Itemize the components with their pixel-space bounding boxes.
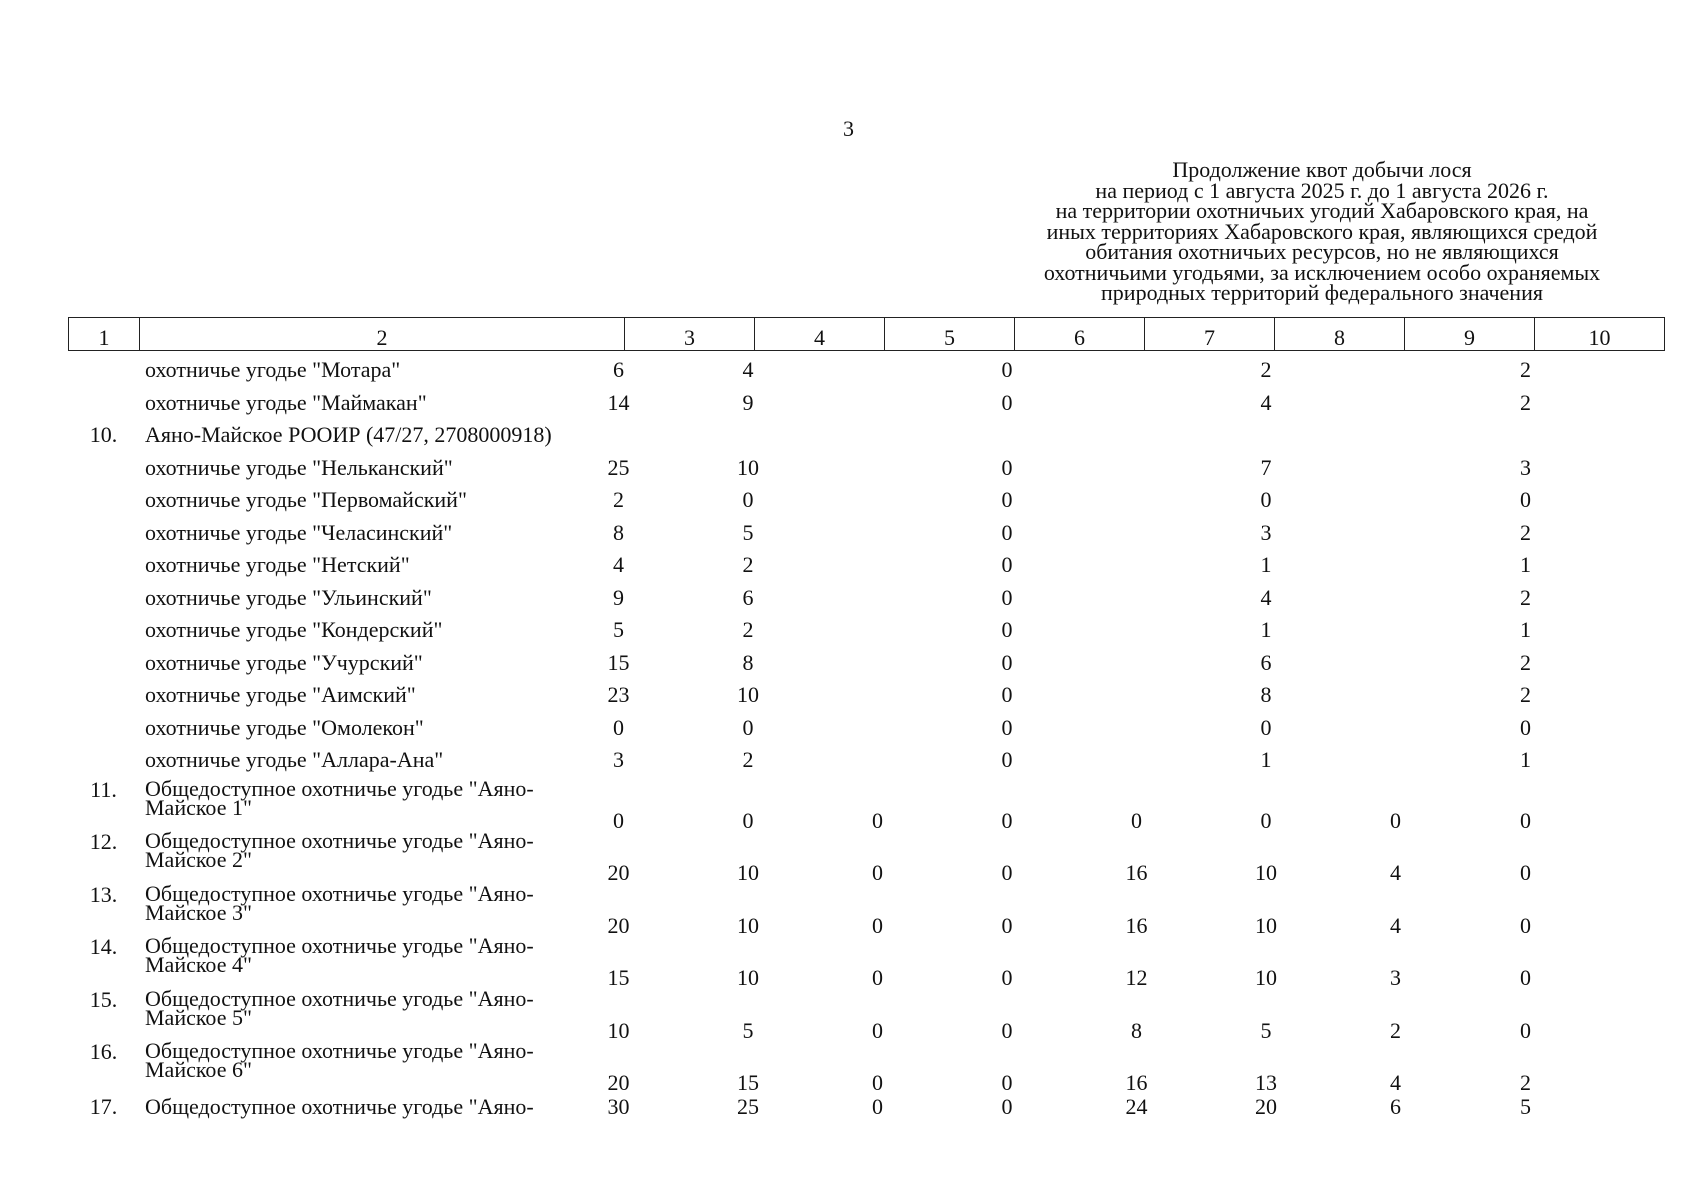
cell-col-5: 0	[872, 1017, 883, 1043]
table-row	[68, 584, 1658, 617]
column-header-7: 7	[1145, 318, 1275, 351]
cell-col-6: 0	[1001, 487, 1013, 512]
cell-col-8: 0	[1260, 714, 1272, 740]
cell-col-5: 0	[872, 965, 883, 990]
cell-col-3: 0	[613, 807, 624, 833]
cell-col-8: 1	[1260, 747, 1272, 772]
column-number-header	[68, 317, 1665, 351]
cell-col-7	[1072, 714, 1201, 747]
cell-col-6: 0	[1001, 584, 1013, 610]
cell-col-3: 14	[607, 389, 630, 415]
table-row	[68, 985, 1658, 1043]
cell-col-5	[813, 421, 942, 454]
caption-line: иных территориях Хабаровского края, являющихся средой	[1046, 218, 1598, 244]
cell-col-3: 9	[613, 584, 624, 610]
caption-line: на территории охотничьих угодий Хабаровского края, на	[1055, 198, 1589, 223]
row-number: 17.	[89, 1093, 118, 1119]
table-row	[68, 828, 1658, 885]
page-number: 3	[843, 116, 854, 141]
cell-col-9	[1331, 714, 1460, 747]
cell-col-4: 2	[742, 552, 754, 577]
cell-col-4: 15	[737, 1070, 759, 1095]
cell-col-8: 6	[1260, 649, 1272, 675]
column-header-10: 10	[1535, 318, 1665, 351]
caption-line: Продолжение квот добычи лося	[1172, 157, 1472, 182]
cell-col-10: 1	[1520, 747, 1531, 772]
row-name: Общедоступное охотничье угодье "Аяно-Майское 6"	[145, 1038, 534, 1082]
cell-col-9	[1331, 616, 1460, 649]
cell-col-7: 16	[1125, 912, 1148, 938]
cell-col-10: 1	[1520, 552, 1531, 577]
cell-col-4: 8	[742, 649, 754, 675]
cell-col-5	[813, 389, 942, 422]
column-header-1: 1	[69, 318, 140, 351]
cell-col-10: 2	[1520, 584, 1531, 610]
cell-col-8: 10	[1255, 965, 1277, 990]
cell-col-6: 0	[1001, 649, 1013, 675]
cell-col-10: 0	[1520, 807, 1531, 833]
cell-col-10	[1460, 421, 1591, 454]
cell-col-8: 10	[1255, 912, 1277, 938]
row-number: 12.	[89, 829, 118, 854]
cell-col-5	[813, 746, 942, 779]
cell-col-9: 2	[1390, 1017, 1401, 1043]
cell-col-4: 0	[742, 714, 754, 740]
cell-col-3: 8	[613, 519, 624, 545]
row-name: Общедоступное охотничье угодье "Аяно-Майское 2"	[145, 828, 534, 872]
cell-col-9: 4	[1390, 1070, 1401, 1095]
row-name: охотничье угодье "Маймакан"	[145, 389, 427, 415]
cell-col-6: 0	[1001, 682, 1013, 707]
table-row	[68, 746, 1658, 779]
cell-col-7	[1072, 519, 1201, 552]
cell-col-6: 0	[1001, 357, 1013, 382]
cell-col-10: 0	[1520, 912, 1531, 938]
column-header-3: 3	[625, 318, 755, 351]
cell-col-5	[813, 486, 942, 519]
cell-col-9	[1331, 421, 1460, 454]
cell-col-9: 4	[1390, 912, 1401, 938]
cell-col-3: 15	[607, 965, 630, 990]
cell-col-4: 6	[742, 584, 754, 610]
row-name: охотничье угодье "Первомайский"	[145, 487, 467, 512]
cell-col-7: 8	[1131, 1017, 1142, 1043]
column-header-4: 4	[755, 318, 885, 351]
cell-col-3: 25	[607, 454, 630, 480]
cell-col-3	[554, 421, 683, 454]
cell-col-6	[942, 421, 1072, 454]
cell-col-10: 3	[1520, 454, 1531, 480]
cell-col-9: 6	[1390, 1093, 1401, 1119]
cell-col-3: 0	[613, 714, 624, 740]
cell-col-5	[813, 616, 942, 649]
cell-col-6: 0	[1001, 1017, 1013, 1043]
cell-col-4: 10	[737, 965, 759, 990]
table-row	[68, 649, 1658, 682]
cell-col-7: 16	[1125, 1070, 1148, 1095]
cell-col-6: 0	[1001, 912, 1013, 938]
table-row	[68, 356, 1658, 389]
cell-col-7	[1072, 486, 1201, 519]
row-name: Общедоступное охотничье угодье "Аяно-Майское 3"	[145, 880, 534, 925]
cell-col-4: 10	[737, 454, 759, 480]
cell-col-9	[1331, 519, 1460, 552]
cell-col-5: 0	[872, 1070, 883, 1095]
table-row	[68, 933, 1658, 990]
cell-col-6: 0	[1001, 617, 1013, 642]
row-name: Аяно-Майское РООИР (47/27, 2708000918)	[145, 422, 552, 447]
cell-col-8: 5	[1260, 1017, 1272, 1043]
cell-col-3: 2	[613, 487, 624, 512]
caption-line: охотничьими угодьями, за исключением особо охраняемых	[1043, 259, 1601, 285]
cell-col-5	[813, 356, 942, 389]
cell-col-4: 25	[737, 1093, 759, 1119]
cell-col-5	[813, 714, 942, 747]
cell-col-5: 0	[872, 912, 883, 938]
table-row	[68, 1038, 1658, 1095]
row-name: охотничье угодье "Учурский"	[145, 649, 423, 675]
cell-col-5	[813, 681, 942, 714]
cell-col-5	[813, 454, 942, 487]
cell-col-7	[1072, 356, 1201, 389]
cell-col-4: 9	[742, 389, 754, 415]
cell-col-6: 0	[1001, 1070, 1013, 1095]
cell-col-6: 0	[1001, 714, 1013, 740]
cell-col-4: 5	[742, 1017, 754, 1043]
table-row	[68, 616, 1658, 649]
row-name: охотничье угодье "Ульинский"	[145, 584, 432, 610]
table-row	[68, 519, 1658, 552]
column-header-6: 6	[1015, 318, 1145, 351]
cell-col-3: 15	[607, 649, 630, 675]
cell-col-4: 4	[742, 357, 754, 382]
row-name: охотничье угодье "Нетский"	[145, 552, 410, 577]
row-name: охотничье угодье "Кондерский"	[145, 617, 443, 642]
row-number: 10.	[89, 422, 118, 447]
cell-col-10: 2	[1520, 389, 1531, 415]
cell-col-3: 20	[607, 1070, 630, 1095]
cell-col-6: 0	[1001, 747, 1013, 772]
cell-col-9	[1331, 584, 1460, 617]
cell-col-4: 0	[742, 807, 754, 833]
row-name: охотничье угодье "Омолекон"	[145, 714, 424, 740]
cell-col-10: 0	[1520, 965, 1531, 990]
cell-col-4: 10	[737, 912, 759, 938]
cell-col-8: 10	[1255, 860, 1277, 885]
cell-col-9	[1331, 681, 1460, 714]
cell-col-6: 0	[1001, 454, 1013, 480]
cell-col-8: 3	[1260, 519, 1272, 545]
cell-col-3: 23	[607, 682, 630, 707]
cell-col-9	[1331, 356, 1460, 389]
column-header-8: 8	[1275, 318, 1405, 351]
table-row	[68, 681, 1658, 714]
cell-col-6: 0	[1001, 965, 1013, 990]
cell-col-10: 2	[1520, 357, 1531, 382]
column-header-9: 9	[1405, 318, 1535, 351]
row-name: охотничье угодье "Челасинский"	[145, 519, 453, 545]
cell-col-10: 2	[1520, 1070, 1531, 1095]
table-row	[68, 551, 1658, 584]
row-number: 16.	[89, 1039, 118, 1064]
cell-col-10: 1	[1520, 617, 1531, 642]
cell-col-9	[1331, 649, 1460, 682]
cell-col-10: 2	[1520, 682, 1531, 707]
cell-col-10: 0	[1520, 1017, 1531, 1043]
cell-col-7: 24	[1125, 1093, 1148, 1119]
cell-col-6: 0	[1001, 519, 1013, 545]
cell-col-5	[813, 649, 942, 682]
cell-col-3: 20	[607, 912, 630, 938]
cell-col-4: 10	[737, 860, 759, 885]
cell-col-7	[1072, 551, 1201, 584]
row-name: охотничье угодье "Нельканский"	[145, 454, 453, 480]
cell-col-7	[1072, 454, 1201, 487]
cell-col-3: 6	[613, 357, 624, 382]
cell-col-6: 0	[1001, 860, 1013, 885]
cell-col-3: 4	[613, 552, 624, 577]
table-row	[68, 486, 1658, 519]
cell-col-8: 2	[1260, 357, 1272, 382]
table-caption	[1012, 157, 1632, 305]
cell-col-10: 2	[1520, 519, 1531, 545]
cell-col-9	[1331, 389, 1460, 422]
cell-col-8: 8	[1260, 682, 1272, 707]
row-name: Общедоступное охотничье угодье "Аяно-Майское 5"	[145, 985, 534, 1030]
cell-col-6: 0	[1001, 807, 1013, 833]
row-number: 11.	[90, 776, 117, 802]
cell-col-5: 0	[872, 1093, 883, 1119]
cell-col-5	[813, 519, 942, 552]
header-row	[69, 318, 1665, 351]
caption-line: обитания охотничьих ресурсов, но не являющихся	[1085, 239, 1559, 264]
cell-col-7: 16	[1125, 860, 1148, 885]
cell-col-7	[1072, 616, 1201, 649]
table-row	[68, 389, 1658, 422]
cell-col-4: 10	[737, 682, 759, 707]
cell-col-7: 0	[1131, 807, 1142, 833]
cell-col-8: 0	[1260, 487, 1272, 512]
cell-col-9	[1331, 486, 1460, 519]
table-row	[68, 421, 1658, 454]
row-name: охотничье угодье "Мотара"	[145, 357, 401, 382]
caption-line: на период с 1 августа 2025 г. до 1 августа 2026 г.	[1095, 177, 1549, 203]
table-row	[68, 775, 1658, 833]
cell-col-3: 30	[607, 1093, 630, 1119]
row-number: 14.	[89, 934, 118, 959]
cell-col-10: 0	[1520, 487, 1531, 512]
column-header-5: 5	[885, 318, 1015, 351]
cell-col-7	[1072, 389, 1201, 422]
cell-col-3: 20	[607, 860, 630, 885]
cell-col-5: 0	[872, 807, 883, 833]
cell-col-9: 3	[1390, 965, 1401, 990]
cell-col-7: 12	[1125, 965, 1148, 990]
cell-col-8: 0	[1260, 807, 1272, 833]
cell-col-6: 0	[1001, 389, 1013, 415]
cell-col-4: 2	[742, 617, 754, 642]
row-name: охотничье угодье "Аимский"	[145, 682, 416, 707]
table-row	[68, 1094, 1658, 1124]
cell-col-8: 13	[1255, 1070, 1277, 1095]
cell-col-9	[1331, 746, 1460, 779]
cell-col-8: 1	[1260, 552, 1272, 577]
cell-col-7	[1072, 584, 1201, 617]
row-name: Общедоступное охотничье угодье "Аяно-Майское 1"	[145, 775, 534, 820]
cell-col-7	[1072, 649, 1201, 682]
cell-col-8: 4	[1260, 389, 1272, 415]
cell-col-10: 5	[1520, 1093, 1531, 1119]
table-row	[68, 714, 1658, 747]
cell-col-7	[1072, 681, 1201, 714]
cell-col-8: 7	[1260, 454, 1272, 480]
table-row	[68, 454, 1658, 487]
caption-line: природных территорий федерального значения	[1101, 280, 1543, 305]
cell-col-3: 5	[613, 617, 624, 642]
cell-col-9: 0	[1390, 807, 1401, 833]
cell-col-5	[813, 551, 942, 584]
row-number: 13.	[89, 881, 118, 907]
cell-col-6: 0	[1001, 1093, 1013, 1119]
cell-col-9	[1331, 454, 1460, 487]
table-row	[68, 880, 1658, 938]
cell-col-6: 0	[1001, 552, 1013, 577]
table-body	[68, 356, 1658, 1124]
cell-col-5	[813, 584, 942, 617]
cell-col-8: 20	[1255, 1093, 1277, 1119]
row-name: Общедоступное охотничье угодье "Аяно-Майское 4"	[145, 933, 534, 977]
row-number: 15.	[89, 986, 118, 1012]
cell-col-8: 4	[1260, 584, 1272, 610]
cell-col-3: 10	[607, 1017, 630, 1043]
cell-col-4: 5	[742, 519, 754, 545]
column-header-2: 2	[140, 318, 625, 351]
cell-col-10: 0	[1520, 860, 1531, 885]
cell-col-10: 2	[1520, 649, 1531, 675]
cell-col-8: 1	[1260, 617, 1272, 642]
cell-col-5: 0	[872, 860, 883, 885]
cell-col-4	[683, 421, 813, 454]
cell-col-9	[1331, 551, 1460, 584]
cell-col-7	[1072, 746, 1201, 779]
row-name: охотничье угодье "Аллара-Ана"	[145, 747, 444, 772]
cell-col-8	[1201, 421, 1331, 454]
cell-col-4: 0	[742, 487, 754, 512]
cell-col-4: 2	[742, 747, 754, 772]
cell-col-9: 4	[1390, 860, 1401, 885]
cell-col-10: 0	[1520, 714, 1531, 740]
cell-col-7	[1072, 421, 1201, 454]
cell-col-3: 3	[613, 747, 624, 772]
row-name: Общедоступное охотничье угодье "Аяно-	[145, 1093, 534, 1119]
